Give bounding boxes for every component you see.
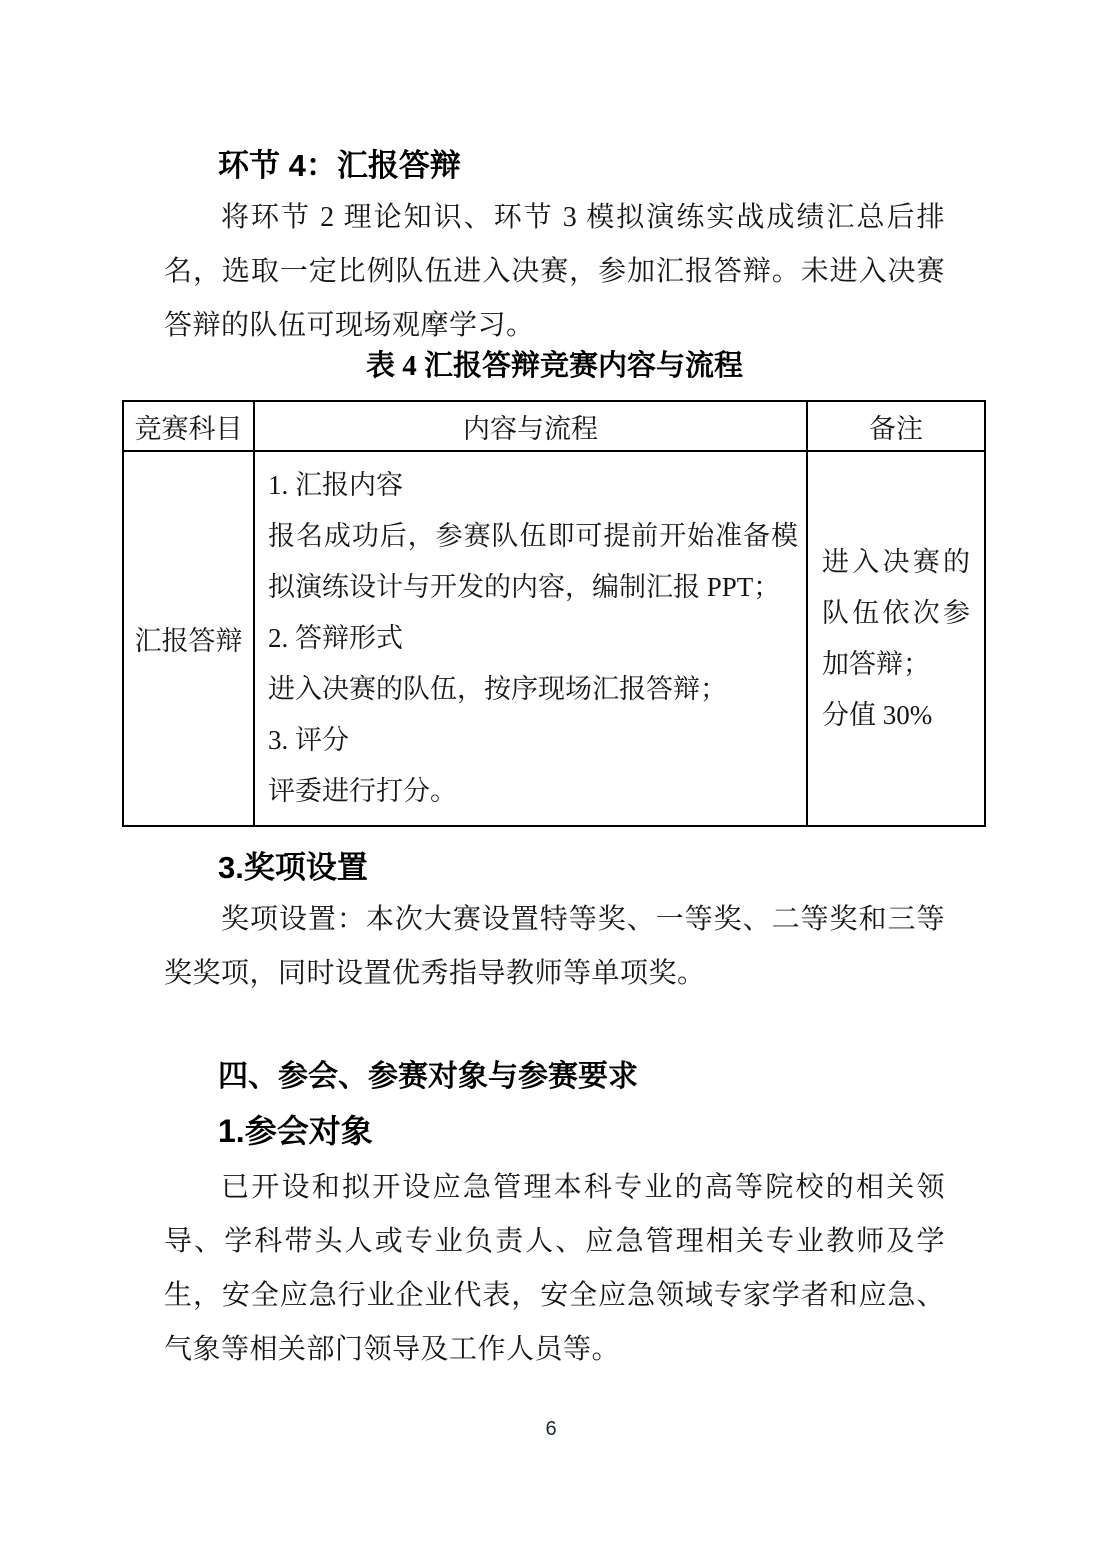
content-line: 3. 评分 <box>268 725 349 755</box>
content-line: 评委进行打分。 <box>268 776 457 806</box>
attendees-paragraph: 已开设和拟开设应急管理本科专业的高等院校的相关领导、学科带头人或专业负责人、应急管理相关专业教师及学生，安全应急行业企业代表，安全应急领域专家学者和应急、气象等相关部门领导及工作人员等。 <box>164 1172 945 1365</box>
stage4-paragraph: 将环节 2 理论知识、环节 3 模拟演练实战成绩汇总后排名，选取一定比例队伍进入决赛，参加汇报答辩。未进入决赛答辩的队伍可现场观摩学习。 <box>164 202 945 341</box>
table-header-content: 内容与流程 <box>254 401 807 451</box>
content-line: 进入决赛的队伍，按序现场汇报答辩； <box>268 674 727 704</box>
stage4-heading: 环节 4：汇报答辩 <box>218 148 461 183</box>
content-line: 1. 汇报内容 <box>268 470 403 500</box>
defense-content-table <box>122 400 986 827</box>
section4-heading: 四、参会、参赛对象与参赛要求 <box>218 1060 638 1093</box>
table-header-remark: 备注 <box>807 401 985 451</box>
content-line: 2. 答辩形式 <box>268 623 403 653</box>
table4-caption: 表 4 汇报答辩竞赛内容与流程 <box>365 350 743 382</box>
remark-line: 进入决赛的队伍依次参加答辩； <box>822 546 970 679</box>
table-row <box>123 451 985 826</box>
page-number: 6 <box>545 1418 557 1440</box>
table-header-subject: 竞赛科目 <box>123 401 254 451</box>
attendees-heading: 1.参会对象 <box>218 1113 373 1149</box>
table-cell-subject: 汇报答辩 <box>123 451 254 826</box>
awards-paragraph: 奖项设置：本次大赛设置特等奖、一等奖、二等奖和三等奖奖项，同时设置优秀指导教师等单项奖。 <box>164 904 945 989</box>
table-header-row <box>123 401 985 451</box>
awards-heading: 3.奖项设置 <box>218 850 368 885</box>
content-line: 报名成功后，参赛队伍即可提前开始准备模拟演练设计与开发的内容，编制汇报 PPT； <box>268 521 798 602</box>
table-cell-content <box>254 451 807 826</box>
remark-line: 分值 30% <box>822 699 933 730</box>
table-cell-remark <box>807 451 985 826</box>
